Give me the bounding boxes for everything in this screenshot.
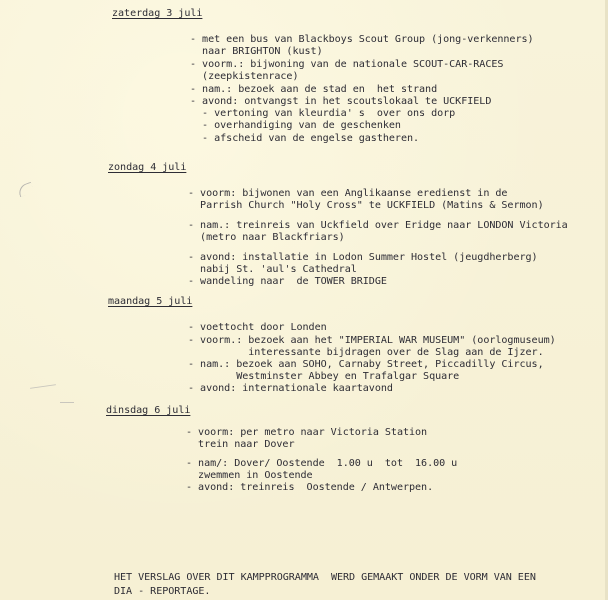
program-line: - met een bus van Blackboys Scout Group (jong-verkenners) bbox=[190, 34, 534, 45]
program-line: Parrish Church "Holy Cross" te UCKFIELD (Matins & Sermon) bbox=[188, 200, 544, 211]
program-line: - nam.: bezoek aan de stad en het strand bbox=[190, 84, 438, 95]
program-line: - afscheid van de engelse gastheren. bbox=[190, 133, 420, 144]
paper-mark bbox=[17, 182, 35, 197]
program-line: - overhandiging van de geschenken bbox=[190, 120, 401, 131]
footer-line: DIA - REPORTAGE. bbox=[114, 586, 211, 597]
program-line: - nam.: treinreis van Uckfield over Eridge naar LONDON Victoria bbox=[188, 220, 568, 231]
program-line: - avond: internationale kaartavond bbox=[188, 383, 393, 394]
program-line: - voorm.: bezoek aan het "IMPERIAL WAR MUSEUM" (oorlogmuseum) bbox=[188, 335, 556, 346]
paper-speck bbox=[60, 402, 74, 403]
program-line: (metro naar Blackfriars) bbox=[188, 232, 345, 243]
day-heading: zaterdag 3 juli bbox=[112, 8, 203, 19]
program-line: - voorm: per metro naar Victoria Station bbox=[186, 427, 428, 438]
day-heading: dinsdag 6 juli bbox=[106, 405, 191, 416]
program-line: - vertoning van kleurdia' s over ons dorp bbox=[190, 108, 456, 119]
program-line: - voorm: bijwonen van een Anglikaanse eredienst in de bbox=[188, 188, 508, 199]
day-heading: zondag 4 juli bbox=[108, 162, 187, 173]
program-line: trein naar Dover bbox=[186, 439, 295, 450]
footer-line: HET VERSLAG OVER DIT KAMPPROGRAMMA WERD GEMAAKT ONDER DE VORM VAN EEN bbox=[114, 572, 536, 583]
program-line: - voorm.: bijwoning van de nationale SCOUT-CAR-RACES bbox=[190, 59, 504, 70]
program-line: - wandeling naar de TOWER BRIDGE bbox=[188, 276, 387, 287]
program-line: - nam.: bezoek aan SOHO, Carnaby Street, Piccadilly Circus, bbox=[188, 359, 544, 370]
program-line: - nam/: Dover/ Oostende 1.00 u tot 16.00 u bbox=[186, 458, 458, 469]
program-line: zwemmen in Oostende bbox=[186, 470, 313, 481]
program-line: - avond: installatie in Lodon Summer Hostel (jeugdherberg) bbox=[188, 252, 538, 263]
program-line: interessante bijdragen over de Slag aan de Ijzer. bbox=[188, 347, 544, 358]
program-line: - avond: ontvangst in het scoutslokaal te UCKFIELD bbox=[190, 96, 492, 107]
day-heading: maandag 5 juli bbox=[108, 296, 193, 307]
program-line: - voettocht door Londen bbox=[188, 322, 327, 333]
program-line: Westminster Abbey en Trafalgar Square bbox=[188, 371, 460, 382]
program-line: naar BRIGHTON (kust) bbox=[190, 46, 323, 57]
program-line: nabij St. 'aul's Cathedral bbox=[188, 264, 357, 275]
program-line: - avond: treinreis Oostende / Antwerpen. bbox=[186, 482, 434, 493]
program-line: (zeepkistenrace) bbox=[190, 71, 299, 82]
paper-speck bbox=[30, 384, 56, 389]
